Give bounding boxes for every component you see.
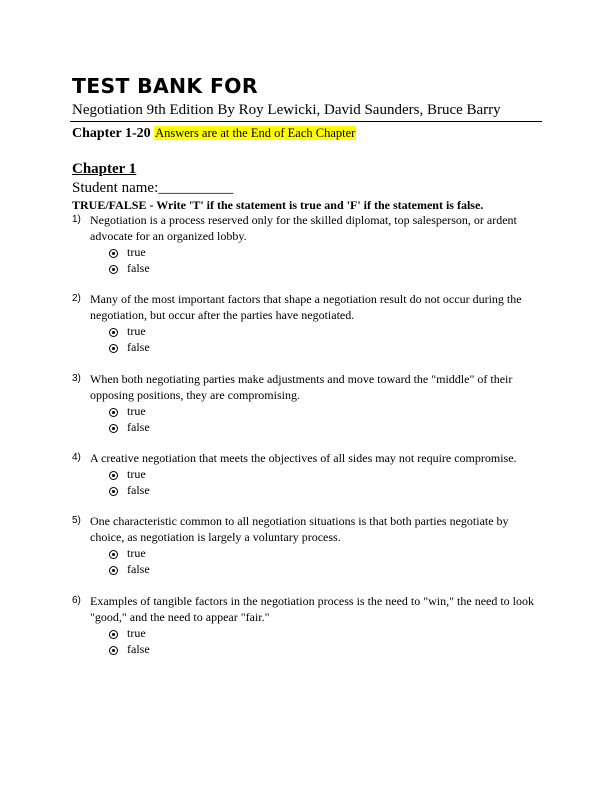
- option-label: false: [127, 483, 150, 497]
- question-text: [90, 593, 545, 625]
- radio-bullet-icon: [109, 630, 118, 639]
- answers-note: Answers are at the End of Each Chapter: [155, 126, 356, 140]
- option-false[interactable]: [109, 482, 150, 498]
- option-true[interactable]: [109, 403, 146, 419]
- option-true[interactable]: [109, 625, 146, 641]
- option-true[interactable]: [109, 323, 146, 339]
- option-label: true: [127, 467, 146, 481]
- document-subtitle: Negotiation 9th Edition By Roy Lewicki, David Saunders, Bruce Barry: [72, 102, 501, 118]
- question-text: [90, 291, 545, 323]
- option-label: true: [127, 404, 146, 418]
- option-false[interactable]: [109, 260, 150, 276]
- question-text: [90, 212, 545, 244]
- title-divider: [70, 121, 542, 122]
- question-number: 1): [72, 214, 81, 225]
- option-label: false: [127, 420, 150, 434]
- section-instructions: TRUE/FALSE - Write 'T' if the statement is true and 'F' if the statement is false.: [72, 198, 484, 212]
- option-label: false: [127, 340, 150, 354]
- question-line: opposing positions, they are compromising.: [90, 388, 300, 402]
- option-label: true: [127, 245, 146, 259]
- radio-bullet-icon: [109, 566, 118, 575]
- question-number: 4): [72, 452, 81, 463]
- radio-bullet-icon: [109, 249, 118, 258]
- question-number: 5): [72, 515, 81, 526]
- student-name-field: Student name:__________: [72, 180, 234, 196]
- radio-bullet-icon: [109, 646, 118, 655]
- option-label: true: [127, 626, 146, 640]
- radio-bullet-icon: [109, 424, 118, 433]
- option-false[interactable]: [109, 419, 150, 435]
- option-false[interactable]: [109, 641, 150, 657]
- question-line: When both negotiating parties make adjustments and move toward the "middle" of their: [90, 372, 513, 386]
- radio-bullet-icon: [109, 471, 118, 480]
- question-line: A creative negotiation that meets the objectives of all sides may not require compromise.: [90, 451, 517, 465]
- radio-bullet-icon: [109, 408, 118, 417]
- question-line: advocate for an organized lobby.: [90, 229, 247, 243]
- option-true[interactable]: [109, 466, 146, 482]
- option-label: true: [127, 324, 146, 338]
- chapter-range: Chapter 1-20: [72, 126, 151, 141]
- radio-bullet-icon: [109, 344, 118, 353]
- question-line: Many of the most important factors that shape a negotiation result do not occur during the: [90, 292, 522, 306]
- radio-bullet-icon: [109, 265, 118, 274]
- radio-bullet-icon: [109, 487, 118, 496]
- option-label: true: [127, 546, 146, 560]
- question-line: "good," and the need to appear "fair.": [90, 610, 270, 624]
- question-number: 2): [72, 293, 81, 304]
- radio-bullet-icon: [109, 328, 118, 337]
- question-number: 6): [72, 595, 81, 606]
- option-label: false: [127, 642, 150, 656]
- option-label: false: [127, 261, 150, 275]
- option-true[interactable]: [109, 244, 146, 260]
- question-line: negotiation, but occur after the parties have negotiated.: [90, 308, 355, 322]
- option-false[interactable]: [109, 339, 150, 355]
- question-line: Negotiation is a process reserved only for the skilled diplomat, top salesperson, or ardent: [90, 213, 517, 227]
- chapter-range-line: [72, 124, 356, 142]
- chapter-heading: Chapter 1: [72, 161, 137, 177]
- option-true[interactable]: [109, 545, 146, 561]
- document-title: TEST BANK FOR: [72, 74, 258, 98]
- option-false[interactable]: [109, 561, 150, 577]
- question-text: [90, 371, 545, 403]
- question-line: One characteristic common to all negotiation situations is that both parties negotiate by: [90, 514, 509, 528]
- question-line: choice, as negotiation is largely a voluntary process.: [90, 530, 341, 544]
- question-text: [90, 513, 545, 545]
- question-line: Examples of tangible factors in the negotiation process is the need to "win," the need to look: [90, 594, 535, 608]
- question-number: 3): [72, 373, 81, 384]
- question-text: [90, 450, 545, 466]
- option-label: false: [127, 562, 150, 576]
- radio-bullet-icon: [109, 550, 118, 559]
